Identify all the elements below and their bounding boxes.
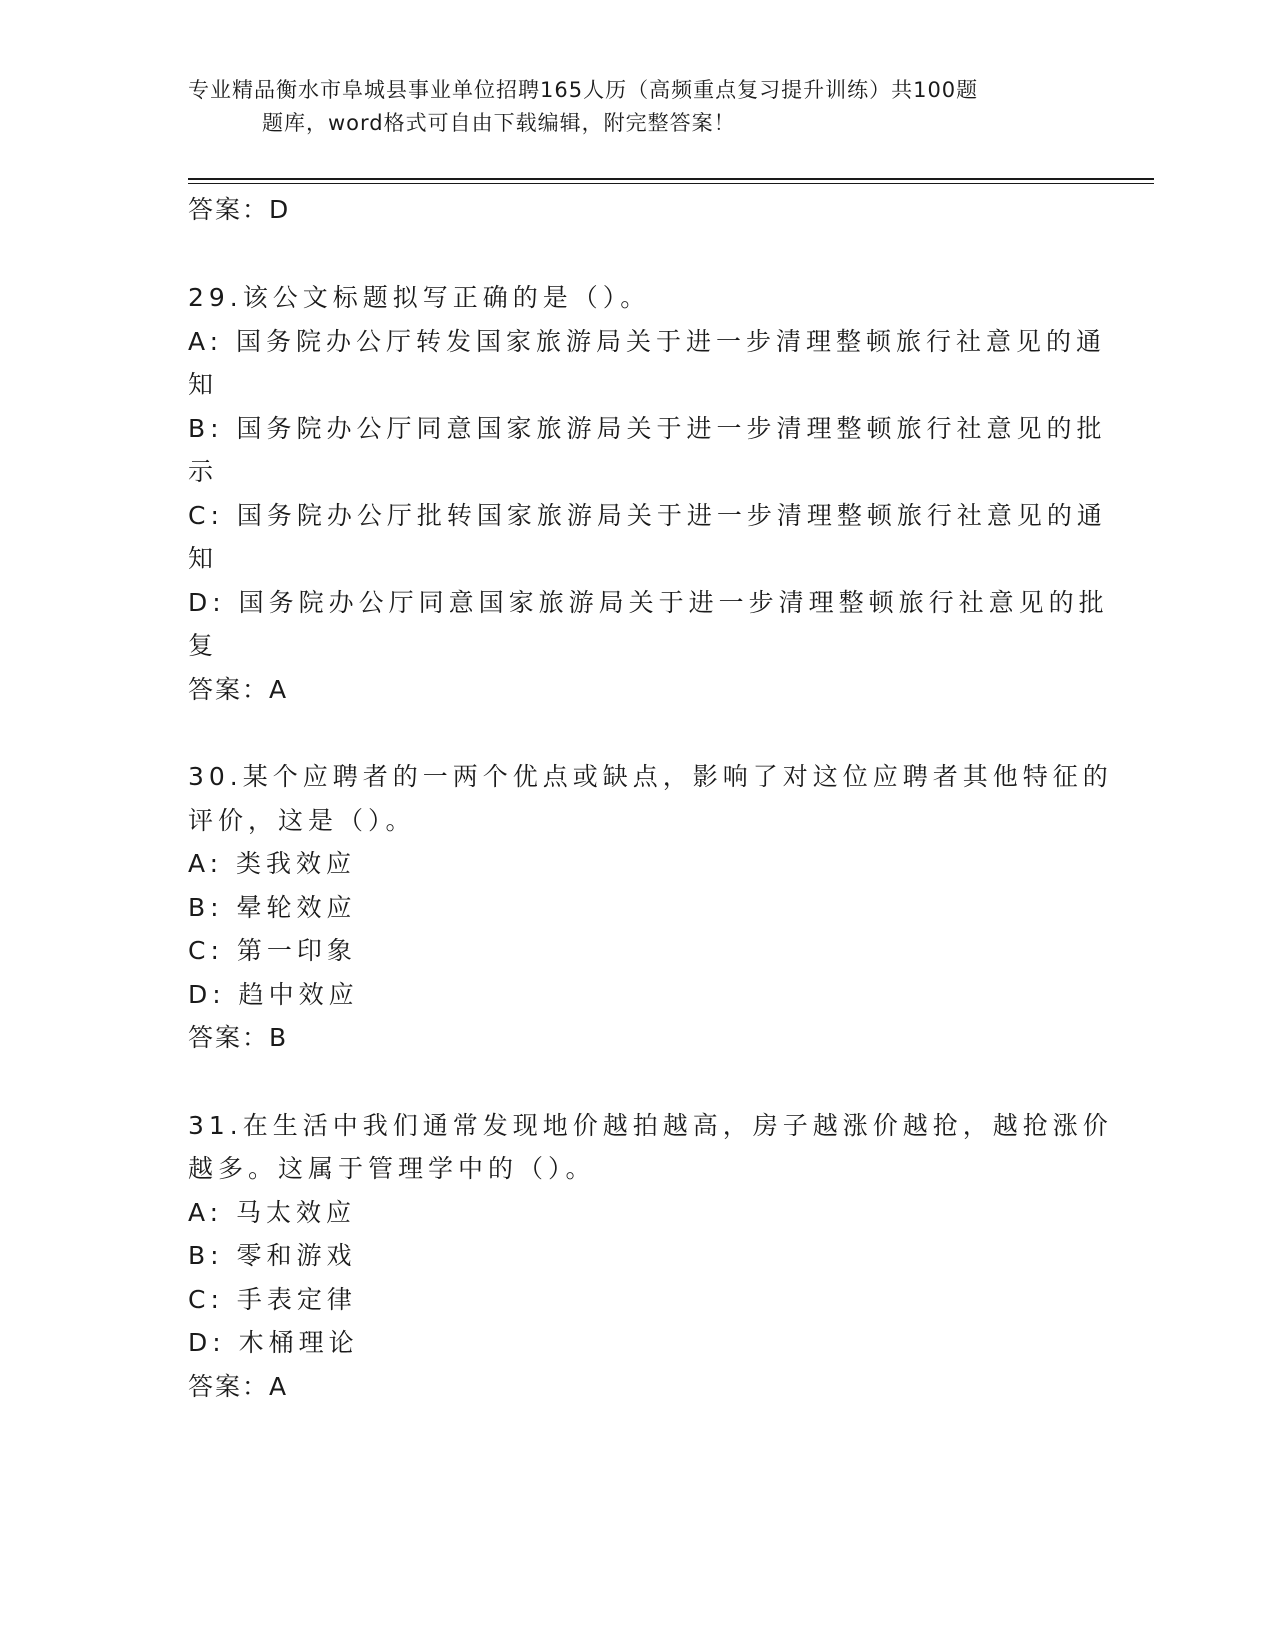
q31-option-d: D: 木桶理论	[188, 1328, 359, 1357]
q30-answer: 答案：B	[188, 1023, 289, 1052]
q31-option-a: A: 马太效应	[188, 1198, 357, 1227]
q30-stem: 30.某个应聘者的一两个优点或缺点，影响了对这位应聘者其他特征的	[188, 762, 1113, 791]
q29-option-c: C: 国务院办公厅批转国家旅游局关于进一步清理整顿旅行社意见的通	[188, 501, 1107, 530]
q31-answer: 答案：A	[188, 1372, 289, 1401]
header-title-line1: 专业精品衡水市阜城县事业单位招聘165人历（高频重点复习提升训练）共100题	[188, 78, 979, 102]
q30-option-d: D: 趋中效应	[188, 980, 359, 1009]
header-title-line2: 题库，word格式可自由下载编辑，附完整答案！	[262, 111, 736, 135]
q29-answer: 答案：A	[188, 675, 289, 704]
header-divider-thick	[188, 178, 1154, 180]
q29-option-c-cont: 知	[188, 544, 219, 573]
q31-option-b: B: 零和游戏	[188, 1241, 357, 1270]
q29-option-b-cont: 示	[188, 457, 219, 486]
q30-stem-cont: 评价，这是（）。	[188, 806, 416, 835]
header-divider-thin	[188, 183, 1154, 184]
q31-stem-cont: 越多。这属于管理学中的（）。	[188, 1154, 596, 1183]
page-header	[188, 74, 1088, 140]
q29-option-d-cont: 复	[188, 631, 219, 660]
q29-stem: 29.该公文标题拟写正确的是（）。	[188, 283, 651, 312]
q29-option-d: D: 国务院办公厅同意国家旅游局关于进一步清理整顿旅行社意见的批	[188, 588, 1109, 617]
q29-option-a-cont: 知	[188, 370, 219, 399]
q29-option-a: A: 国务院办公厅转发国家旅游局关于进一步清理整顿旅行社意见的通	[188, 327, 1107, 356]
q29-option-b: B: 国务院办公厅同意国家旅游局关于进一步清理整顿旅行社意见的批	[188, 414, 1107, 443]
q30-option-c: C: 第一印象	[188, 936, 357, 965]
previous-answer: 答案：D	[188, 195, 291, 224]
q31-stem: 31.在生活中我们通常发现地价越拍越高，房子越涨价越抢，越抢涨价	[188, 1111, 1113, 1140]
q31-option-c: C: 手表定律	[188, 1285, 357, 1314]
q30-option-a: A: 类我效应	[188, 849, 357, 878]
q30-option-b: B: 晕轮效应	[188, 893, 357, 922]
